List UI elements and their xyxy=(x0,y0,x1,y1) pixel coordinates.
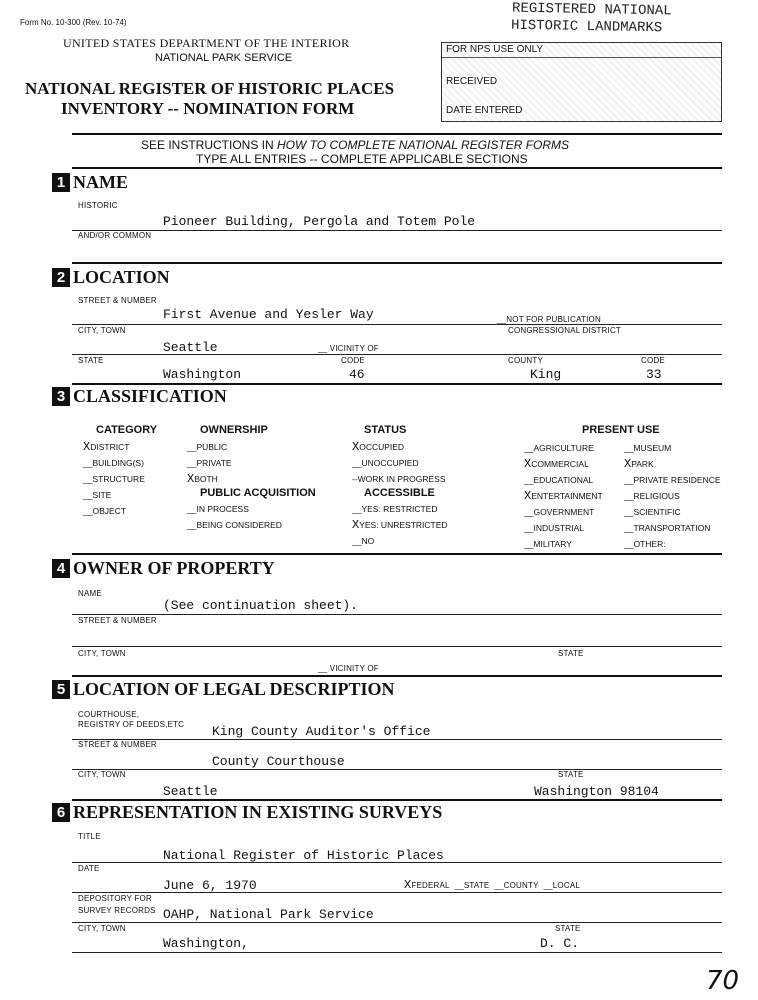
service-name: NATIONAL PARK SERVICE xyxy=(155,52,293,64)
survey-date-label: DATE xyxy=(78,864,100,873)
present-use-list-1 xyxy=(524,440,603,552)
category-object: __OBJECT xyxy=(83,506,126,516)
section-3-classification: 3 CLASSIFICATION xyxy=(52,386,227,407)
use-private-residence: __PRIVATE RESIDENCE xyxy=(624,475,721,485)
historic-label: HISTORIC xyxy=(78,201,118,210)
survey-state-label: STATE xyxy=(555,924,581,933)
acquisition-list xyxy=(187,501,282,533)
owner-state-label: STATE xyxy=(558,649,584,658)
street-number-label: STREET & NUMBER xyxy=(78,296,157,305)
county-code-value: 33 xyxy=(646,367,662,382)
status-work-in-progress: --WORK IN PROGRESS xyxy=(352,474,446,484)
use-park: XPARK xyxy=(624,457,654,471)
state-code-value: 46 xyxy=(349,367,365,382)
section-5-legal: 5 LOCATION OF LEGAL DESCRIPTION xyxy=(52,679,395,700)
category-building: __BUILDING(S) xyxy=(83,458,144,468)
depository-value: OAHP, National Park Service xyxy=(163,907,374,922)
access-unrestricted: XYES: UNRESTRICTED xyxy=(352,518,448,532)
congressional-district-label: CONGRESSIONAL DISTRICT xyxy=(508,326,622,335)
present-use-list-2 xyxy=(624,440,721,552)
survey-state-value: D. C. xyxy=(540,936,580,951)
code-label: CODE xyxy=(341,356,365,365)
owner-city-label: CITY, TOWN xyxy=(78,649,126,658)
county-label: COUNTY xyxy=(508,356,543,365)
survey-city-label: CITY, TOWN xyxy=(78,924,126,933)
public-acquisition-header: PUBLIC ACQUISITION xyxy=(200,487,316,499)
use-entertainment: XENTERTAINMENT xyxy=(524,489,603,503)
survey-title-value: National Register of Historic Places xyxy=(163,848,444,863)
use-religious: __RELIGIOUS xyxy=(624,491,680,501)
status-occupied: XOCCUPIED xyxy=(352,440,405,454)
legal-street-label: STREET & NUMBER xyxy=(78,740,157,749)
section-4-owner: 4 OWNER OF PROPERTY xyxy=(52,558,275,579)
category-structure: __STRUCTURE xyxy=(83,474,145,484)
courthouse-value: King County Auditor's Office xyxy=(212,724,431,739)
ownership-private: __PRIVATE xyxy=(187,458,232,468)
city-value: Seattle xyxy=(163,340,218,355)
received-label: RECEIVED xyxy=(446,76,498,87)
survey-date-value: June 6, 1970 xyxy=(163,878,257,893)
depository-label-2: SURVEY RECORDS xyxy=(78,906,156,915)
owner-vicinity-label: __ VICINITY OF xyxy=(318,664,379,673)
survey-level: XFEDERAL __STATE __COUNTY __LOCAL xyxy=(404,878,581,892)
use-scientific: __SCIENTIFIC xyxy=(624,507,681,517)
status-header: STATUS xyxy=(364,424,407,436)
status-unoccupied: __UNOCCUPIED xyxy=(352,458,419,468)
use-industrial: __INDUSTRIAL xyxy=(524,523,584,533)
use-government: __GOVERNMENT xyxy=(524,507,595,517)
section-2-location: 2 LOCATION xyxy=(52,267,170,288)
vicinity-of-label: __ VICINITY OF xyxy=(318,344,379,353)
status-list xyxy=(352,439,446,487)
accessible-header: ACCESSIBLE xyxy=(364,487,435,499)
state-label: STATE xyxy=(78,356,104,365)
use-educational: __EDUCATIONAL xyxy=(524,475,594,485)
nps-use-box xyxy=(441,42,722,122)
owner-name-value: (See continuation sheet). xyxy=(163,598,359,613)
legal-city-label: CITY, TOWN xyxy=(78,770,126,779)
courthouse-label: COURTHOUSE, xyxy=(78,710,140,719)
registry-label: REGISTRY OF DEEDS,ETC xyxy=(78,720,185,729)
access-restricted: __YES: RESTRICTED xyxy=(352,504,438,514)
nps-use-label: FOR NPS USE ONLY xyxy=(446,44,544,55)
historic-name: Pioneer Building, Pergola and Totem Pole xyxy=(163,214,476,229)
survey-title-label: TITLE xyxy=(78,832,101,841)
legal-street-value: County Courthouse xyxy=(212,754,345,769)
date-entered-label: DATE ENTERED xyxy=(446,105,523,116)
form-title-line1: NATIONAL REGISTER OF HISTORIC PLACES xyxy=(25,79,395,98)
ownership-both: XBOTH xyxy=(187,472,218,486)
registered-stamp-line1: REGISTERED NATIONAL xyxy=(511,0,672,20)
owner-name-label: NAME xyxy=(78,589,102,598)
category-site: __SITE xyxy=(83,490,112,500)
use-commercial: XCOMMERCIAL xyxy=(524,457,589,471)
not-for-publication: __NOT FOR PUBLICATION xyxy=(497,315,601,324)
use-agriculture: __AGRICULTURE xyxy=(524,443,594,453)
category-list xyxy=(83,439,145,519)
acquisition-being-considered: __BEING CONSIDERED xyxy=(187,520,282,530)
street-value: First Avenue and Yesler Way xyxy=(163,307,374,322)
form-number: Form No. 10-300 (Rev. 10-74) xyxy=(20,18,127,27)
county-value: King xyxy=(530,367,562,382)
use-museum: __MUSEUM xyxy=(624,443,672,453)
department-name: UNITED STATES DEPARTMENT OF THE INTERIOR xyxy=(63,36,350,50)
present-use-header: PRESENT USE xyxy=(582,424,660,436)
county-code-label: CODE xyxy=(641,356,665,365)
ownership-public: __PUBLIC xyxy=(187,442,228,452)
category-district: XDISTRICT xyxy=(83,440,130,454)
ownership-header: OWNERSHIP xyxy=(200,424,268,436)
legal-state-label: STATE xyxy=(558,770,584,779)
registered-stamp-line2: HISTORIC LANDMARKS xyxy=(510,17,663,37)
section-6-surveys: 6 REPRESENTATION IN EXISTING SURVEYS xyxy=(52,802,442,823)
common-label: AND/OR COMMON xyxy=(78,231,152,240)
form-title-line2: INVENTORY -- NOMINATION FORM xyxy=(61,99,355,118)
survey-city-value: Washington, xyxy=(163,936,249,951)
category-header: CATEGORY xyxy=(96,424,158,436)
owner-street-label: STREET & NUMBER xyxy=(78,616,157,625)
handwritten-page-number: 70 xyxy=(706,966,740,996)
use-other: __OTHER: xyxy=(624,539,666,549)
instructions-line1: SEE INSTRUCTIONS IN HOW TO COMPLETE NATIONAL REGISTER FORMS xyxy=(141,138,570,152)
use-military: __MILITARY xyxy=(524,539,572,549)
access-no: __NO xyxy=(352,536,375,546)
acquisition-in-process: __IN PROCESS xyxy=(187,504,249,514)
use-transportation: __TRANSPORTATION xyxy=(624,523,711,533)
city-town-label: CITY, TOWN xyxy=(78,326,126,335)
ownership-list xyxy=(187,439,232,487)
accessible-list xyxy=(352,501,448,549)
state-value: Washington xyxy=(163,367,242,382)
depository-label-1: DEPOSITORY FOR xyxy=(78,894,152,903)
legal-city-value: Seattle xyxy=(163,784,218,799)
instructions-line2: TYPE ALL ENTRIES -- COMPLETE APPLICABLE SECTIONS xyxy=(196,152,528,166)
section-1-name: 1 NAME xyxy=(52,172,128,193)
legal-state-value: Washington 98104 xyxy=(534,784,659,799)
